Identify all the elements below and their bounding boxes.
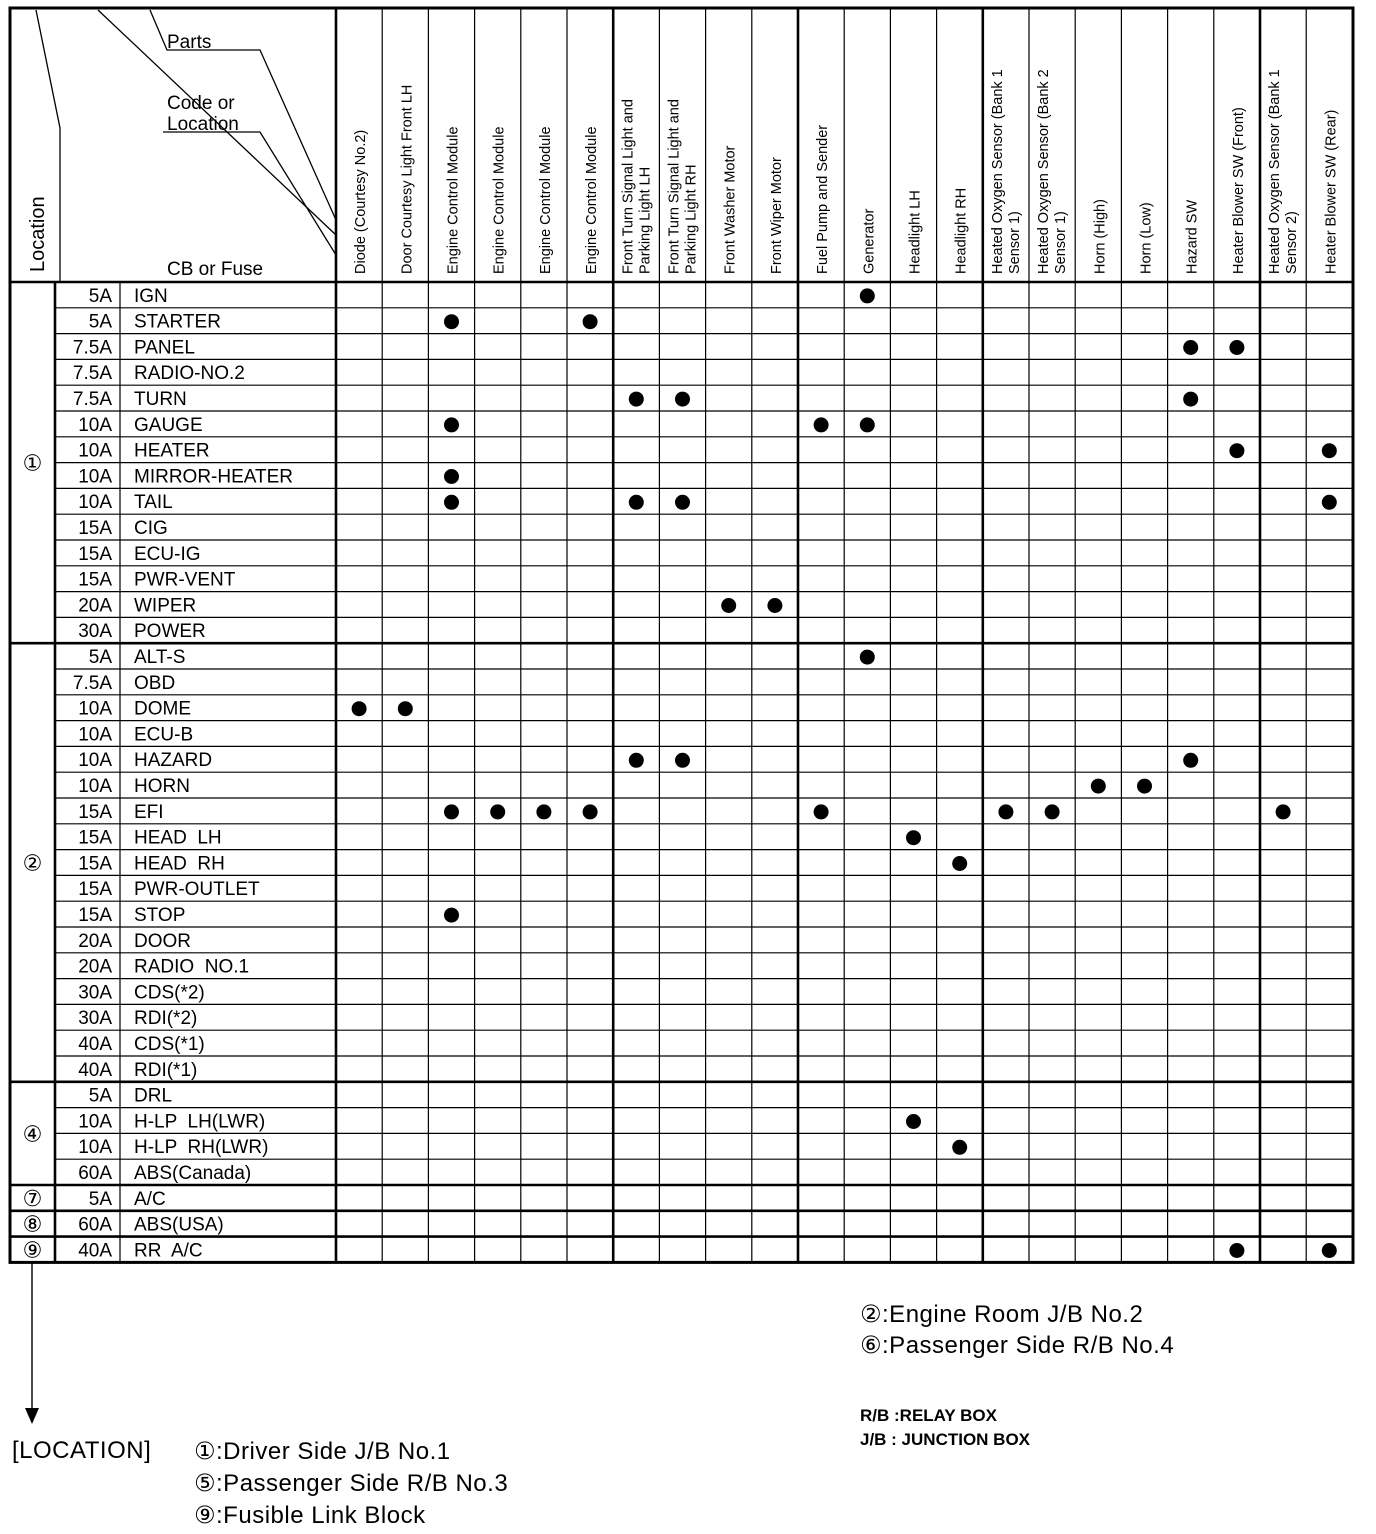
connection-dot (906, 1114, 921, 1129)
column-header-label: Door Courtesy Light Front LH (399, 84, 416, 274)
connection-dot (444, 417, 459, 432)
connection-dot (536, 804, 551, 819)
connection-dot (952, 856, 967, 871)
fuse-name: EFI (134, 801, 164, 823)
fuse-amperage: 10A (78, 724, 112, 746)
fuse-name: DOME (134, 698, 191, 720)
connection-dot (444, 314, 459, 329)
location-symbol: ⑨ (22, 1237, 43, 1263)
header-diagonal-line (98, 10, 336, 235)
location-symbol: ④ (22, 1121, 43, 1147)
connection-dot (1322, 1243, 1337, 1258)
connection-dot (860, 288, 875, 303)
header-code-leader (163, 132, 336, 255)
legend-location-5: ⑤:Passenger Side R/B No.3 (194, 1470, 509, 1497)
connection-dot (1183, 340, 1198, 355)
column-header-label: Parking Light RH (683, 164, 700, 274)
legend-arrow-head (25, 1408, 39, 1424)
fuse-name: RR A/C (134, 1240, 203, 1262)
fuse-amperage: 60A (78, 1163, 112, 1184)
connection-dot (444, 804, 459, 819)
fuse-amperage: 20A (78, 930, 112, 952)
fuse-name: ABS(Canada) (134, 1163, 252, 1184)
location-symbol: ② (22, 850, 43, 876)
fuse-amperage: 30A (78, 1008, 112, 1030)
fuse-amperage: 5A (88, 1085, 112, 1107)
connection-dot (1183, 753, 1198, 768)
connection-dot (1229, 443, 1244, 458)
fuse-name: ECU-B (134, 724, 194, 746)
column-header-label: Heated Oxygen Sensor (Bank 1 (1267, 69, 1284, 274)
connection-dot (721, 598, 736, 613)
fuse-name: POWER (134, 621, 206, 643)
column-header-label: Front Turn Signal Light and (666, 99, 683, 274)
fuse-name: STOP (134, 905, 186, 926)
fuse-amperage: 30A (78, 982, 112, 1004)
fuse-name: RADIO-NO.2 (134, 363, 245, 385)
connection-dot (1045, 804, 1060, 819)
connection-dot (1322, 443, 1337, 458)
fuse-name: PANEL (134, 337, 195, 359)
fuse-name: H-LP RH(LWR) (134, 1137, 269, 1159)
connection-dot (998, 804, 1013, 819)
fuse-name: HEAD LH (134, 827, 222, 849)
fuse-amperage: 30A (78, 621, 112, 643)
fuse-name: RADIO NO.1 (134, 956, 250, 978)
connection-dot (629, 753, 644, 768)
fuse-amperage: 10A (78, 466, 112, 488)
column-header-label: Headlight LH (907, 190, 924, 274)
column-header-label: Heated Oxygen Sensor (Bank 2 (1036, 69, 1053, 274)
connection-dot (675, 495, 690, 510)
legend-location-tag: [LOCATION] (12, 1437, 152, 1464)
fuse-amperage: 10A (78, 1111, 112, 1133)
column-header-label: Headlight RH (953, 187, 970, 274)
fuse-amperage: 10A (78, 440, 112, 462)
fuse-amperage: 10A (78, 776, 112, 797)
fuse-name: TAIL (134, 492, 173, 514)
connection-dot (583, 804, 598, 819)
fuse-amperage: 15A (78, 543, 112, 565)
fuse-name: ECU-IG (134, 543, 201, 565)
legend-location-9: ⑨:Fusible Link Block (194, 1502, 426, 1529)
fuse-amperage: 10A (78, 492, 112, 514)
fuse-amperage: 15A (78, 879, 112, 901)
connection-dot (860, 650, 875, 665)
column-header-label: Front Wiper Motor (768, 157, 785, 274)
fuse-amperage: 40A (78, 1240, 112, 1262)
connection-dot (444, 908, 459, 923)
connection-dot (1322, 495, 1337, 510)
connection-dot (1276, 804, 1291, 819)
connection-dot (398, 701, 413, 716)
fuse-name: A/C (134, 1188, 166, 1210)
fuse-amperage: 5A (88, 647, 112, 668)
connection-dot (1137, 779, 1152, 794)
column-header-label: Heater Blower SW (Front) (1230, 107, 1247, 274)
connection-dot (629, 392, 644, 407)
fuse-amperage: 15A (78, 827, 112, 849)
fuse-amperage: 5A (88, 1188, 112, 1210)
fuse-amperage: 20A (78, 595, 112, 617)
header-parts-label: Parts (167, 32, 212, 53)
fuse-name: IGN (134, 285, 168, 307)
connection-dot (675, 753, 690, 768)
connection-dot (1091, 779, 1106, 794)
connection-dot (490, 804, 505, 819)
connection-dot (444, 495, 459, 510)
column-header-label: Horn (High) (1092, 199, 1109, 274)
fuse-name: HAZARD (134, 750, 213, 772)
fuse-name: ABS(USA) (134, 1214, 224, 1236)
fuse-amperage: 7.5A (72, 363, 112, 385)
fuse-name: ALT-S (134, 647, 186, 668)
location-symbol: ① (22, 450, 43, 476)
header-location-vertical: Location (27, 196, 49, 272)
fuse-name: DOOR (134, 930, 191, 952)
fuse-amperage: 10A (78, 414, 112, 436)
column-header-label: Horn (Low) (1138, 202, 1155, 274)
fuse-name: PWR-OUTLET (134, 879, 260, 901)
column-header-label: Engine Control Module (491, 126, 508, 274)
fuse-amperage: 20A (78, 956, 112, 978)
column-header-label: Heater Blower SW (Rear) (1323, 109, 1340, 274)
fuse-name: CDS(*2) (134, 982, 205, 1004)
connection-dot (952, 1140, 967, 1155)
fuse-amperage: 7.5A (72, 389, 112, 410)
header-location-label: Location (167, 114, 239, 135)
legend-location-1: ①:Driver Side J/B No.1 (194, 1438, 451, 1465)
fuse-name: TURN (134, 389, 187, 410)
location-symbol: ⑧ (22, 1211, 43, 1237)
fuse-amperage: 5A (88, 311, 112, 333)
connection-dot (444, 469, 459, 484)
fuse-amperage: 60A (78, 1214, 112, 1236)
location-symbol: ⑦ (22, 1185, 43, 1211)
fuse-name: RDI(*2) (134, 1008, 198, 1030)
connection-dot (814, 804, 829, 819)
fuse-amperage: 5A (88, 285, 112, 307)
fuse-amperage: 40A (78, 1059, 112, 1081)
legend-location-2: ②:Engine Room J/B No.2 (860, 1301, 1144, 1328)
fuse-amperage: 15A (78, 518, 112, 539)
column-header-label: Diode (Courtesy No.2) (353, 129, 370, 274)
fuse-amperage: 15A (78, 853, 112, 875)
connection-dot (675, 392, 690, 407)
connection-dot (583, 314, 598, 329)
fuse-amperage: 7.5A (72, 672, 112, 694)
fuse-name: CDS(*1) (134, 1034, 205, 1055)
column-header-label: Engine Control Module (537, 126, 554, 274)
fuse-name: DRL (134, 1085, 173, 1107)
column-header-label: Heated Oxygen Sensor (Bank 1 (989, 69, 1006, 274)
fuse-name: GAUGE (134, 414, 203, 436)
connection-dot (352, 701, 367, 716)
fuse-amperage: 10A (78, 750, 112, 772)
column-header-label: Engine Control Module (584, 126, 601, 274)
connection-dot (860, 417, 875, 432)
connection-dot (906, 830, 921, 845)
fuse-amperage: 10A (78, 1137, 112, 1159)
column-header-label: Front Washer Motor (722, 145, 739, 274)
fuse-amperage: 15A (78, 569, 112, 591)
connection-dot (1229, 340, 1244, 355)
header-cbfuse-label: CB or Fuse (167, 259, 264, 280)
fuse-amperage: 15A (78, 801, 112, 823)
fuse-name: WIPER (134, 595, 197, 617)
fuse-name: MIRROR-HEATER (134, 466, 294, 488)
fuse-amperage: 15A (78, 905, 112, 926)
connection-dot (767, 598, 782, 613)
fuse-name: CIG (134, 518, 168, 539)
column-header-label: Sensor 1) (1053, 211, 1070, 274)
connection-dot (629, 495, 644, 510)
column-header-label: Sensor 1) (1006, 211, 1023, 274)
legend-location-6: ⑥:Passenger Side R/B No.4 (860, 1332, 1175, 1359)
column-header-label: Engine Control Module (445, 126, 462, 274)
fuse-name: STARTER (134, 311, 221, 333)
fuse-name: PWR-VENT (134, 569, 236, 591)
fuse-name: HEATER (134, 440, 210, 462)
connection-dot (1229, 1243, 1244, 1258)
fuse-amperage: 40A (78, 1034, 112, 1055)
legend-junction-box: J/B : JUNCTION BOX (860, 1430, 1031, 1449)
fuse-name: HORN (134, 776, 190, 797)
connection-dot (814, 417, 829, 432)
fuse-amperage: 10A (78, 698, 112, 720)
fuse-name: HEAD RH (134, 853, 225, 875)
fuse-name: OBD (134, 672, 176, 694)
connection-dot (1183, 392, 1198, 407)
fuse-name: H-LP LH(LWR) (134, 1111, 266, 1133)
column-header-label: Sensor 2) (1284, 211, 1301, 274)
column-header-label: Parking Light LH (637, 166, 654, 274)
fuse-amperage: 7.5A (72, 337, 112, 359)
column-header-label: Hazard SW (1184, 199, 1201, 274)
column-header-label: Fuel Pump and Sender (815, 124, 832, 274)
header-code-label: Code or (167, 93, 235, 114)
fuse-name: RDI(*1) (134, 1059, 198, 1081)
column-header-label: Generator (861, 208, 878, 274)
column-header-label: Front Turn Signal Light and (620, 99, 637, 274)
legend-relay-box: R/B :RELAY BOX (860, 1406, 997, 1425)
